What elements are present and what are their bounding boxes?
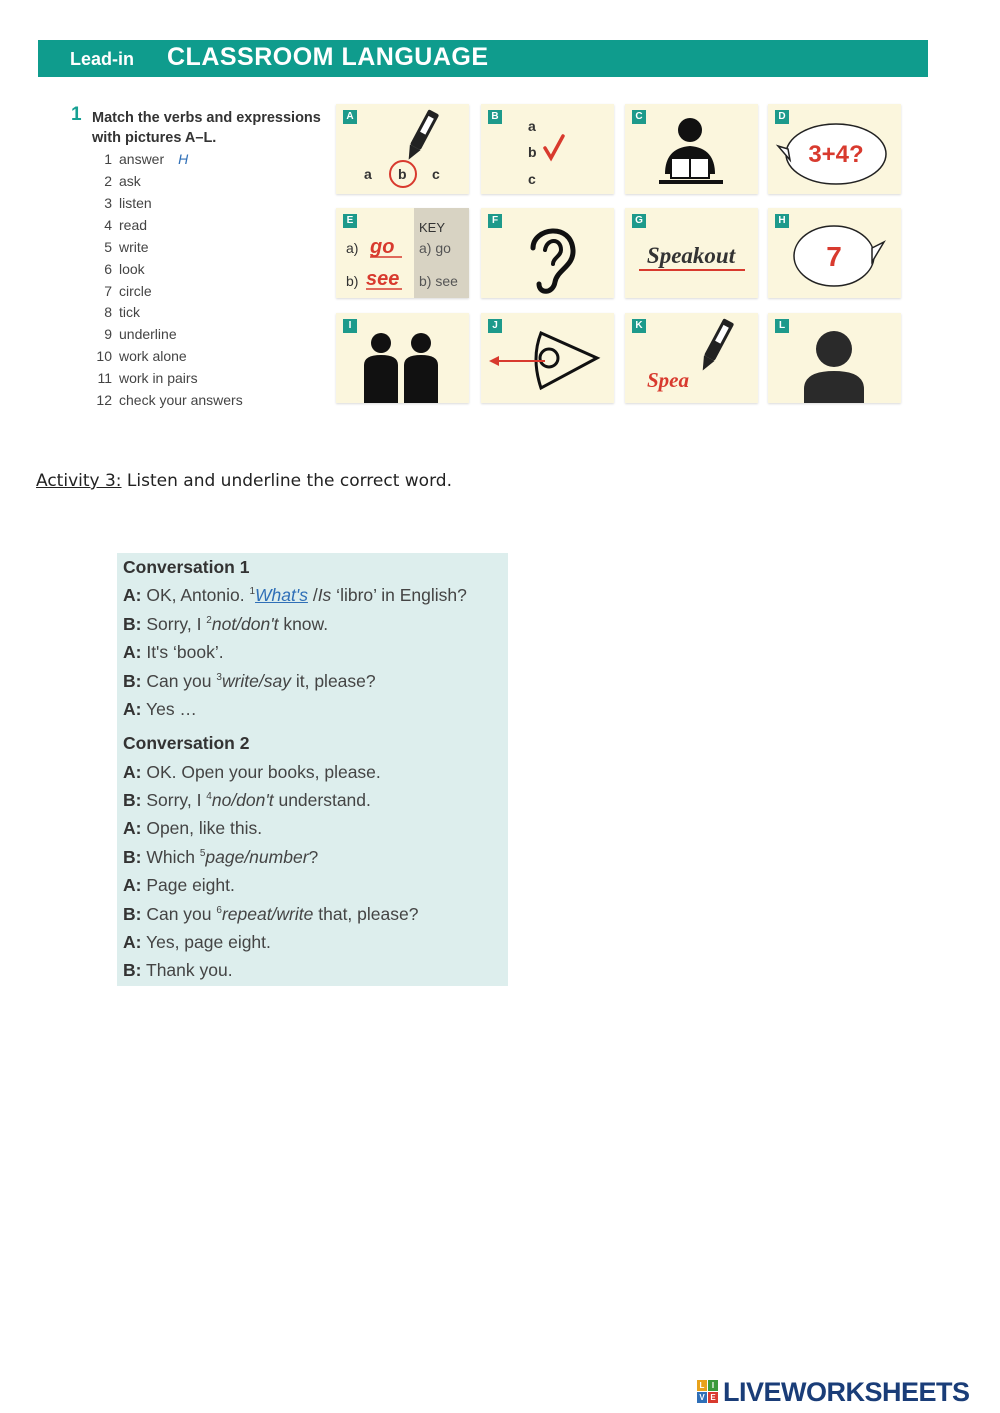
dialogue-line: A: Yes … <box>123 699 197 719</box>
dialogue-line: B: Which $^5$page/number? <box>123 847 319 867</box>
list-item: 8 tick <box>104 304 140 320</box>
dialogue-line: B: Sorry, I $^4$no/don't understand. <box>123 790 371 810</box>
svg-text:see: see <box>366 268 400 290</box>
svg-text:go: go <box>370 236 395 258</box>
picture-h: 7 H <box>768 208 901 298</box>
list-item: 3 listen <box>104 195 152 211</box>
list-item: 11 work in pairs <box>97 370 198 386</box>
word-option[interactable]: repeat/write <box>221 904 314 924</box>
word-option[interactable]: write/say <box>221 671 291 691</box>
header-banner <box>38 40 928 77</box>
logo-text: LIVEWORKSHEETS <box>723 1377 970 1407</box>
list-item: 9 underline <box>104 326 177 342</box>
picture-e: a) go b) see KEY a) go b) see E <box>336 208 469 298</box>
activity-instruction <box>36 471 452 491</box>
svg-text:b): b) <box>346 273 359 289</box>
dialogue-line: A: OK. Open your books, please. <box>123 762 381 782</box>
dialogue-line: B: Thank you. <box>123 960 233 980</box>
picture-g: Speakout G <box>625 208 758 298</box>
svg-text:a: a <box>528 118 536 134</box>
list-item: 12 check your answers <box>96 392 243 408</box>
svg-text:b: b <box>398 166 407 182</box>
picture-d: 3+4? D <box>768 104 901 194</box>
word-option[interactable]: Is <box>317 585 332 605</box>
answer-input[interactable]: H <box>178 151 189 167</box>
dialogue-line: A: Yes, page eight. <box>123 932 271 952</box>
picture-j: J <box>481 313 614 403</box>
dialogue-line: B: Can you $^6$repeat/write that, please? <box>123 904 419 924</box>
svg-text:7: 7 <box>826 241 842 272</box>
list-item: 7 circle <box>104 283 152 299</box>
picture-b: a b c B <box>481 104 614 194</box>
picture-a: a b c A <box>336 104 469 194</box>
pen-icon <box>697 318 734 373</box>
word-option[interactable]: What's <box>255 585 308 605</box>
word-option[interactable]: not/don't <box>211 614 279 634</box>
dialogue-line: B: Sorry, I $^2$not/don't know. <box>123 614 329 634</box>
picture-f: F <box>481 208 614 298</box>
word-option[interactable]: page/number <box>205 847 309 867</box>
activity-text: Listen and underline the correct word. <box>121 471 452 491</box>
dialogue-line: A: It's ‘book’. <box>123 642 224 662</box>
conversation-box <box>117 553 508 986</box>
tick-icon <box>545 136 563 158</box>
conversation-1-title: Conversation 1 <box>123 557 250 577</box>
page-title: CLASSROOM LANGUAGE <box>167 43 489 71</box>
list-item: 10 work alone <box>96 348 187 364</box>
exercise-number: 1 <box>71 104 82 125</box>
svg-text:Speakout: Speakout <box>646 243 736 268</box>
dialogue-line: B: Can you $^3$write/say it, please? <box>123 671 376 691</box>
svg-text:a): a) <box>346 240 359 256</box>
list-item: 5 write <box>104 239 149 255</box>
svg-text:b: b <box>528 144 537 160</box>
activity-label: Activity 3: <box>36 471 122 491</box>
svg-text:a) go: a) go <box>419 240 451 256</box>
dialogue-line: A: Open, like this. <box>123 818 263 838</box>
picture-k: Spea K <box>625 313 758 403</box>
list-item: 6 look <box>104 261 145 277</box>
svg-text:c: c <box>432 166 440 182</box>
logo-mark-icon: L I V E <box>697 1380 719 1404</box>
exercise-instruction: Match the verbs and expressions with pictures A–L. <box>92 110 321 146</box>
dialogue-line: A: Page eight. <box>123 875 235 895</box>
list-item: 4 read <box>104 217 148 233</box>
lead-in-label: Lead-in <box>70 49 135 69</box>
picture-c: C <box>625 104 758 194</box>
picture-l: L <box>768 313 901 403</box>
picture-i: I <box>336 313 469 403</box>
dialogue-line: A: OK, Antonio. $^1$What's /Is ‘libro’ in English? <box>123 585 467 605</box>
word-option[interactable]: no/don't <box>211 790 274 810</box>
pen-icon <box>403 109 439 162</box>
svg-text:c: c <box>528 171 536 187</box>
list-item: 2 ask <box>104 173 141 189</box>
svg-text:Spea: Spea <box>647 368 689 392</box>
conversation-2-title: Conversation 2 <box>123 733 250 753</box>
svg-text:KEY: KEY <box>419 220 446 235</box>
list-item: 1 answer H <box>104 151 189 167</box>
svg-text:3+4?: 3+4? <box>808 141 864 168</box>
svg-text:a: a <box>364 166 372 182</box>
svg-text:b) see: b) see <box>419 273 458 289</box>
